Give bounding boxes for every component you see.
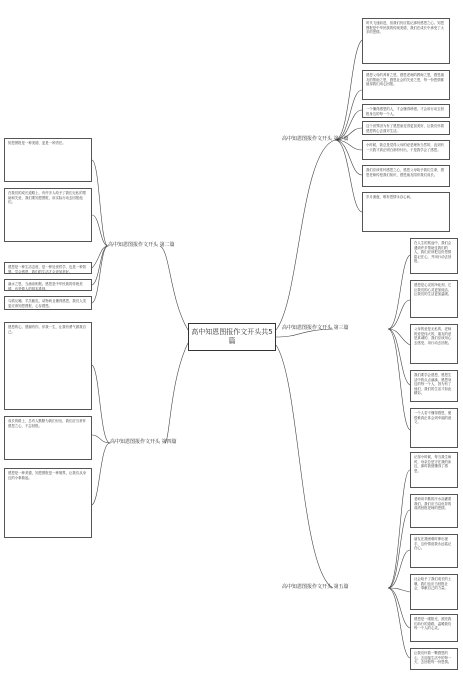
branch-2[interactable]: 高中知恩图报作文开头 第二篇 <box>108 242 175 248</box>
card-1-2: 感恩父母的养育之恩，感恩老师的教诲之恩，感恩朋友的帮助之恩，感恩社会的关爱之恩，每一份恩情都值得我们用心回报。 <box>362 70 450 100</box>
card-1-4: 这个世界因为有了感恩而变得更加美好，让我们怀着感恩的心去面对生活。 <box>362 121 450 135</box>
card-1-5: 小时候，我总是觉得父母的爱是理所当然的，直到有一天我才真正明白那份付出，于是我学会了感恩。 <box>362 140 450 160</box>
card-1-6: 我们应该常怀感恩之心，感恩父母给予我们生命，感恩老师传授我们知识，感恩朋友陪伴我们成长。 <box>362 165 450 187</box>
card-3-3: 父母的爱是无私的，老师的爱是伟大的，朋友的爱是真诚的，我们应该用心去感受、用行动去回报。 <box>410 324 458 364</box>
branch-3[interactable]: 高中知恩图报作文开头 第三篇 <box>282 325 349 331</box>
card-3-4: 我们要学会感恩，感恩生活中的点点滴滴，感恩身边的每一个人，因为有了他们，我们的生活才如此精彩。 <box>410 370 458 402</box>
card-2-3: 感恩是一种生活态度，是一种处世哲学，也是一种智慧。学会感恩，我们的生活才会更加美好。 <box>4 262 92 274</box>
card-5-2: 老师用辛勤的汗水浇灌着我们，我们应当以优异的成绩回报老师的恩情。 <box>410 494 458 528</box>
card-2-4: 滴水之恩，当涌泉相报。感恩是中华民族的传统美德，也是做人的基本准则。 <box>4 279 92 291</box>
branch-5[interactable]: 高中知恩图报作文开头 第五篇 <box>282 584 349 590</box>
card-1-1: 时代飞速前进，但我们仍应铭记那份感恩之心。知恩图报是中华民族的传统美德，我们在成长中承受了太多的恩情。 <box>362 18 450 64</box>
card-5-1: 记得小时候，每当我生病时，母亲总是守在我的床边，那时我便懂得了感恩。 <box>410 452 458 488</box>
root-title: 高中知恩图报作文开头共5篇 <box>191 328 273 345</box>
card-1-3: 一个懂得感恩的人，才会懂得珍惜，才会用行动去回报身边的每一个人。 <box>362 104 450 118</box>
card-1-7: 岁月流逝，唯有恩情永存心间。 <box>362 192 450 232</box>
card-2-2: 在我们的成长道路上，有许多人给予了我们无私的帮助和关爱，我们要知恩图报，用实际行动去回报他们。 <box>4 188 92 242</box>
card-4-2: 成长的路上，总有人默默为我们付出，我们应当常怀感恩之心，不忘回报。 <box>4 416 92 460</box>
root-node[interactable] <box>188 323 276 351</box>
card-5-4: 社会给予了我们成长的土壤，我们也应当回报社会，奉献自己的力量。 <box>410 574 458 610</box>
branch-4[interactable]: 高中知恩图报作文开头 第四篇 <box>110 439 177 445</box>
card-3-1: 在人生的旅途中，我们会遇到许多帮助过我们的人，我们应该把这份恩情铭记在心，并用行动去回报。 <box>410 238 458 274</box>
card-5-5: 感恩是一缕阳光，照亮我们前行的道路，温暖我们每一个人的心灵。 <box>410 614 458 642</box>
card-3-2: 感恩是心灵的净化剂，它让我们的心灵更加纯洁，让我们的生活更加温暖。 <box>410 280 458 318</box>
card-2-1: 知恩图报是一种美德，更是一种责任。 <box>4 138 92 182</box>
card-4-1: 感恩的心，感谢有你，伴我一生，让我有勇气做我自己。 <box>4 322 92 410</box>
card-5-3: 朋友在我困难时伸出援手，这份情谊我永远铭记在心。 <box>410 534 458 568</box>
branch-1[interactable]: 高中知恩图报作文开头 第一篇 <box>282 136 349 142</box>
card-2-5: 乌鸦反哺，羊羔跪乳，动物尚且懂得感恩，我们人类更应该知恩图报，心存感恩。 <box>4 296 92 310</box>
card-5-6: 让我们怀着一颗感恩的心，去迎接生活中的每一天，去回报每一份恩情。 <box>410 648 458 670</box>
card-3-5: 一个人若不懂得感恩，便很难真正体会到幸福的意义。 <box>410 408 458 448</box>
card-4-3: 感恩是一种美德，知恩图报是一种境界，让我们从身边的小事做起。 <box>4 468 92 538</box>
